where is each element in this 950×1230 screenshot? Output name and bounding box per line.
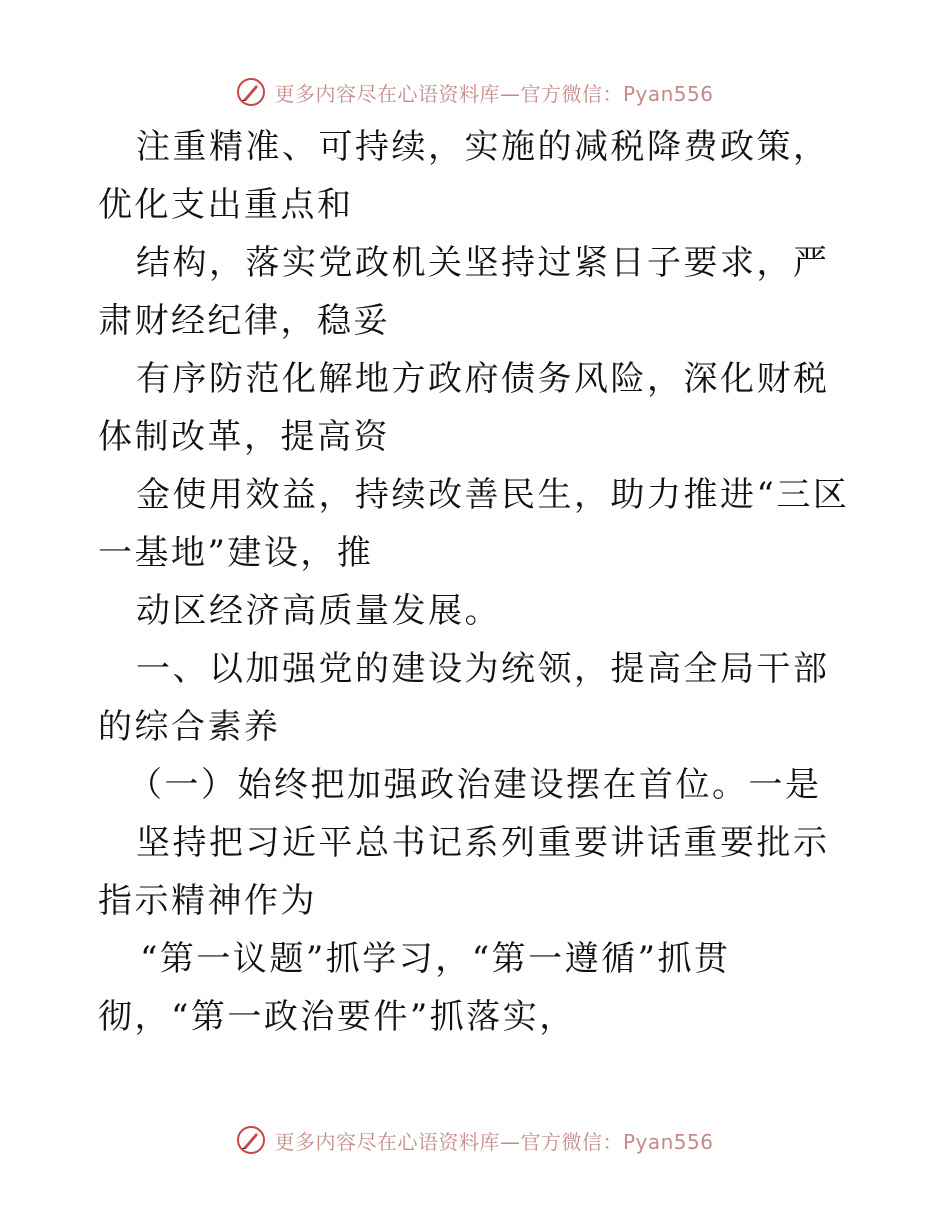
header-watermark xyxy=(0,72,950,112)
paragraph: 金使用效益，持续改善民生，助力推进“三区一基地”建设，推 xyxy=(98,475,850,573)
quill-emblem-icon xyxy=(236,77,266,107)
paragraph: 有序防范化解地方政府债务风险，深化财税体制改革，提高资 xyxy=(98,359,830,457)
paragraph: “第一议题”抓学习，“第一遵循”抓贯彻，“第一政治要件”抓落实， xyxy=(98,939,731,1037)
paragraph: 坚持把习近平总书记系列重要讲话重要批示指示精神作为 xyxy=(98,823,830,921)
subsection-heading: （一）始终把加强政治建设摆在首位。一是 xyxy=(128,765,822,805)
paragraph: 动区经济高质量发展。 xyxy=(136,591,501,631)
quill-emblem-icon xyxy=(236,1125,266,1155)
paragraph: 注重精准、可持续，实施的减税降费政策，优化支出重点和 xyxy=(98,127,830,225)
paragraph: 结构，落实党政机关坚持过紧日子要求，严肃财经纪律，稳妥 xyxy=(98,243,830,341)
watermark-text: 更多内容尽在心语资料库—官方微信：Pyan556 xyxy=(274,1129,714,1154)
watermark-text: 更多内容尽在心语资料库—官方微信：Pyan556 xyxy=(274,81,714,106)
footer-watermark xyxy=(0,1120,950,1160)
section-heading: 一、以加强党的建设为统领，提高全局干部的综合素养 xyxy=(98,649,830,747)
document-body xyxy=(98,118,858,1046)
